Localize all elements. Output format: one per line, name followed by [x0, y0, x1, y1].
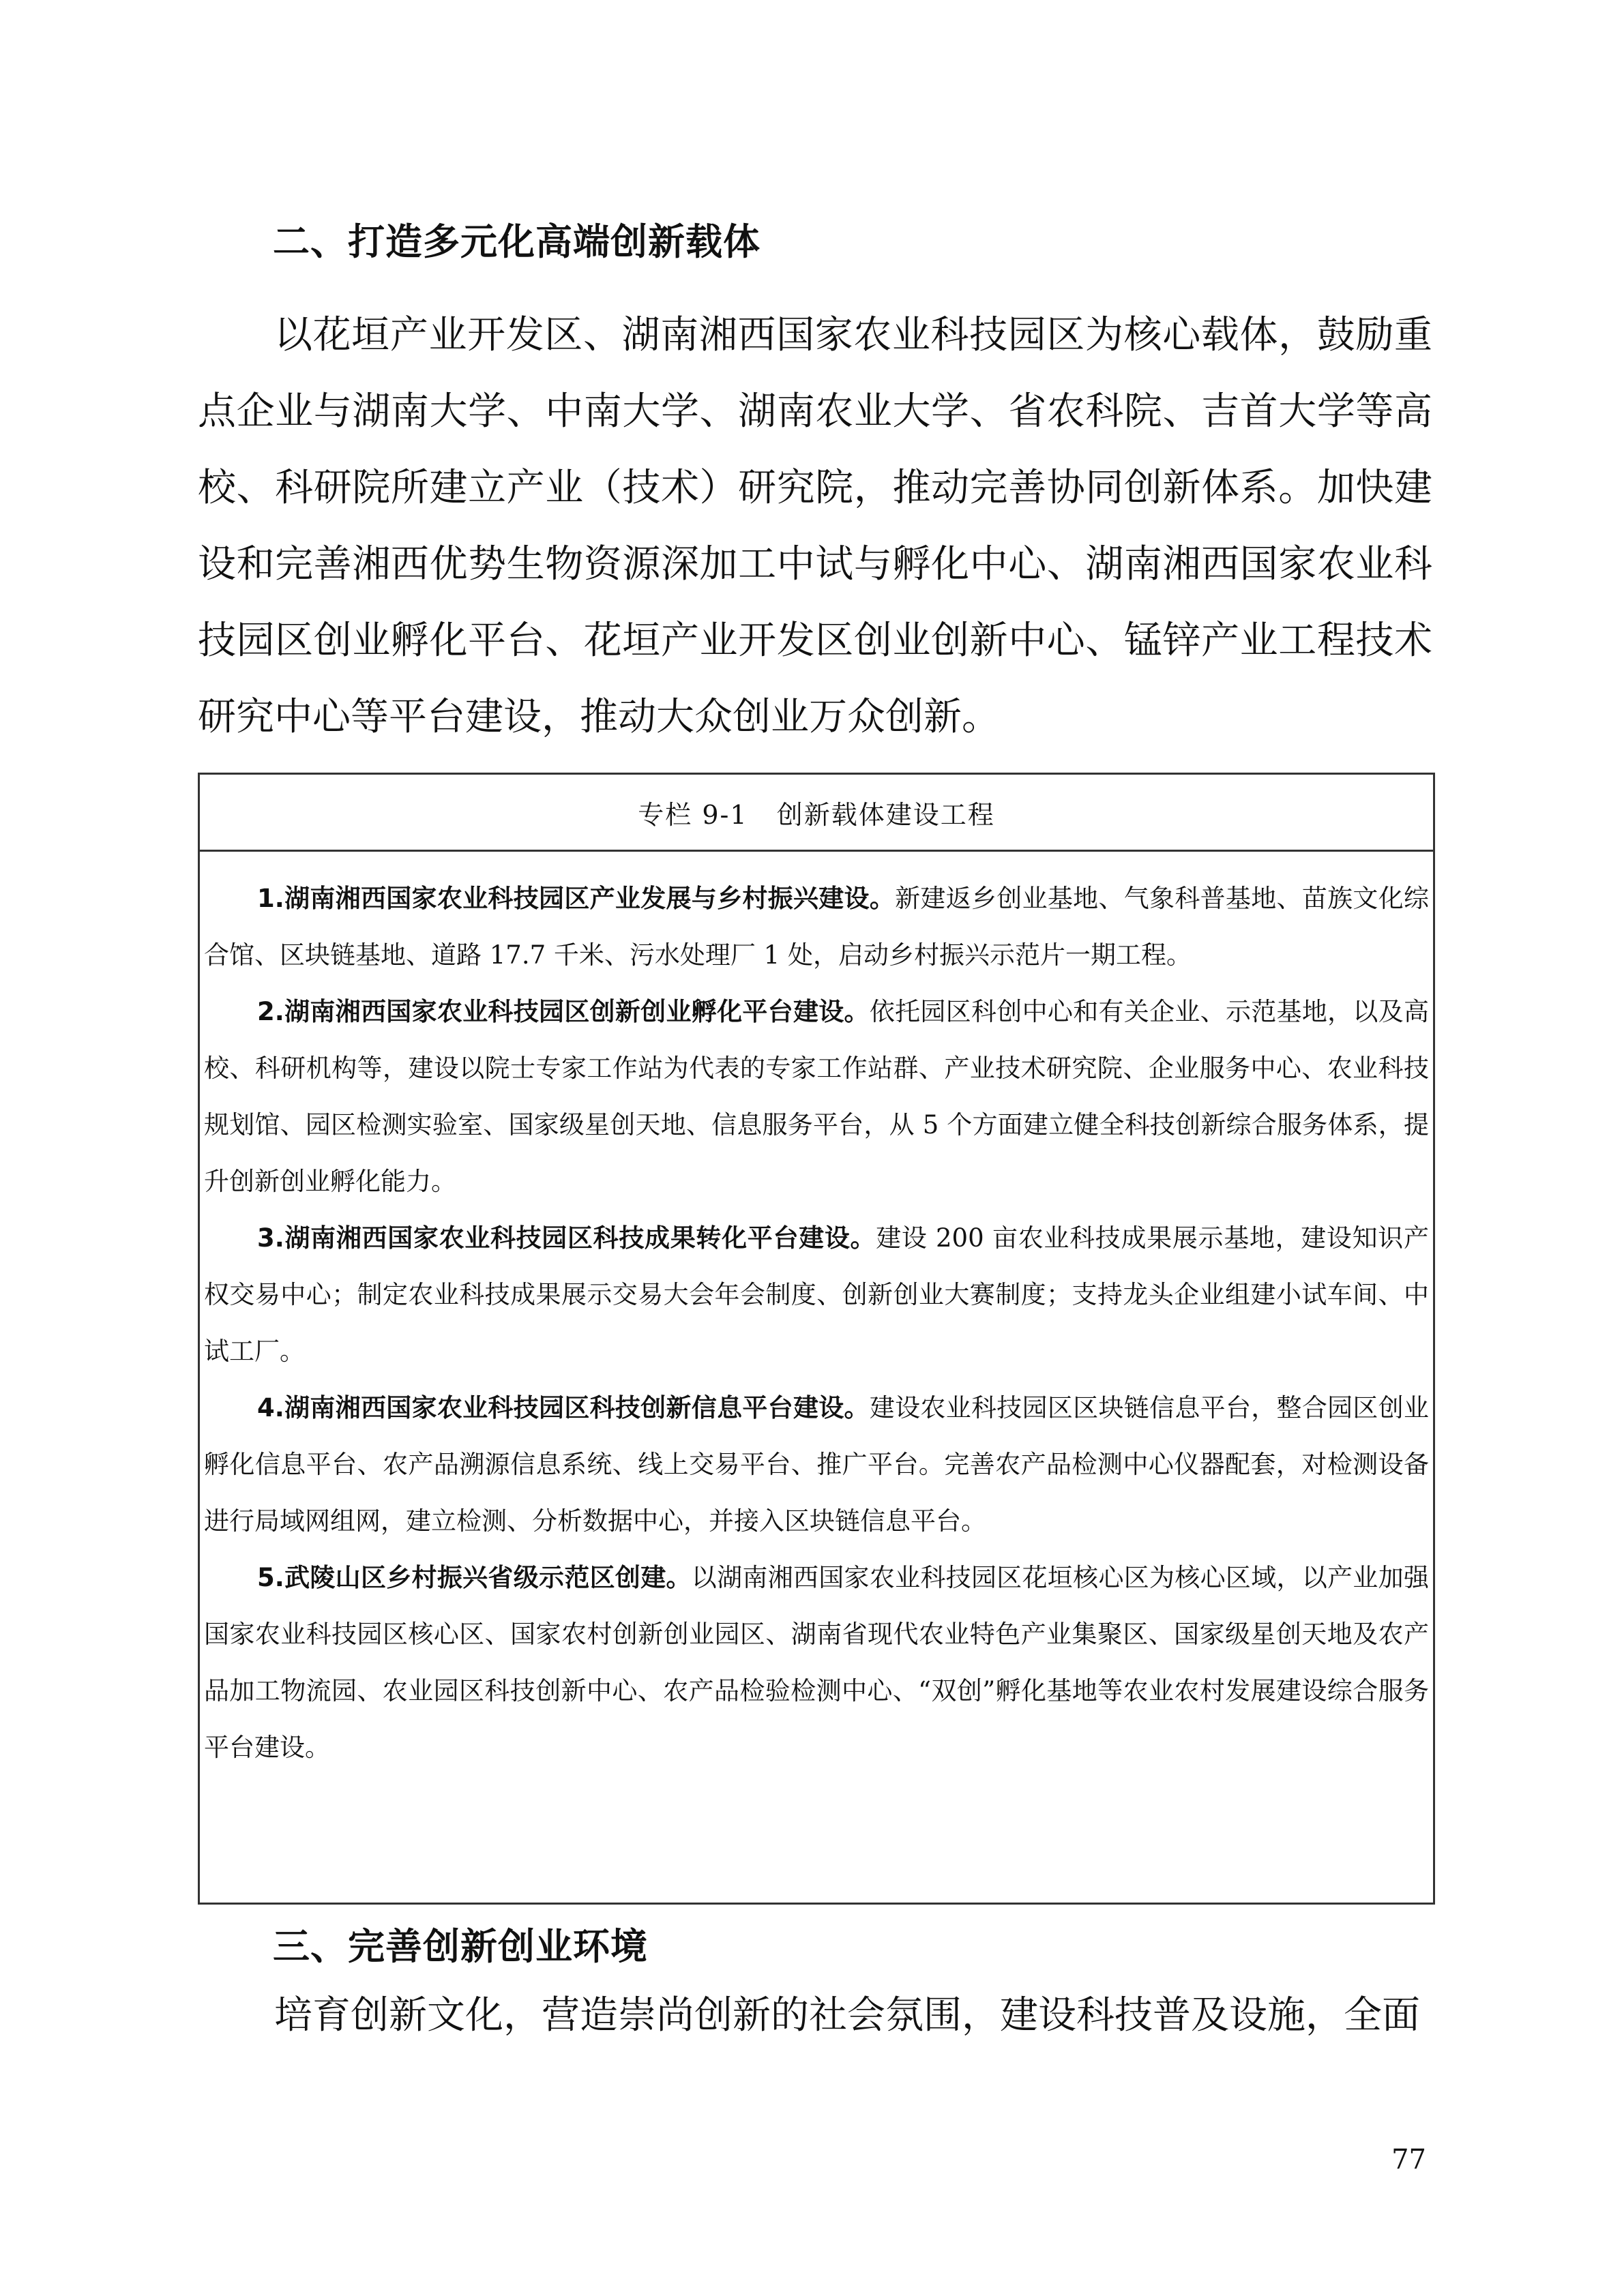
box-item — [204, 983, 1429, 1210]
feature-box-title: 专栏 9-1 创新载体建设工程 — [200, 775, 1433, 852]
box-item-text: 建设 200 亩农业科技成果展示基地，建设知识产权交易中心；制定农业科技成果展示交易大会年会制度、创新创业大赛制度；支持龙头企业组建小试车间、中试工厂。 — [204, 1223, 1429, 1366]
box-item-lead: 2.湖南湘西国家农业科技园区创新创业孵化平台建设。 — [257, 997, 870, 1026]
feature-box-body — [200, 852, 1433, 1776]
box-item-lead: 1.湖南湘西国家农业科技园区产业发展与乡村振兴建设。 — [257, 884, 896, 913]
feature-box — [198, 773, 1435, 1905]
box-item — [204, 1210, 1429, 1380]
box-item — [204, 1380, 1429, 1549]
box-item-lead: 3.湖南湘西国家农业科技园区科技成果转化平台建设。 — [257, 1223, 876, 1253]
box-item — [204, 1549, 1429, 1776]
box-item-text: 依托园区科创中心和有关企业、示范基地，以及高校、科研机构等，建设以院士专家工作站为代表的专家工作站群、产业技术研究院、企业服务中心、农业科技规划馆、园区检测实验室、国家级星创天地、信息服务平台，从 5 个方面建立健全科技创新综合服务体系，提升创新创业孵化能力。 — [204, 997, 1429, 1196]
section-paragraph-2: 以花垣产业开发区、湖南湘西国家农业科技园区为核心载体，鼓励重点企业与湖南大学、中南大学、湖南农业大学、省农科院、吉首大学等高校、科研院所建立产业（技术）研究院，推动完善协同创新体系。加快建设和完善湘西优势生物资源深加工中试与孵化中心、湖南湘西国家农业科技园区创业孵化平台、花垣产业开发区创业创新中心、锰锌产业工程技术研究中心等平台建设，推动大众创业万众创新。 — [198, 313, 1432, 739]
box-item-text: 建设农业科技园区区块链信息平台，整合园区创业孵化信息平台、农产品溯源信息系统、线上交易平台、推广平台。完善农产品检测中心仪器配套，对检测设备进行局域网组网，建立检测、分析数据中心，并接入区块链信息平台。 — [204, 1393, 1429, 1536]
box-item-text: 新建返乡创业基地、气象科普基地、苗族文化综合馆、区块链基地、道路 17.7 千米、污水处理厂 1 处，启动乡村振兴示范片一期工程。 — [204, 884, 1429, 970]
box-item-text: 以湖南湘西国家农业科技园区花垣核心区为核心区域，以产业加强国家农业科技园区核心区、国家农村创新创业园区、湖南省现代农业特色产业集聚区、国家级星创天地及农产品加工物流园、农业园区科技创新中心、农产品检验检测中心、“双创”孵化基地等农业农村发展建设综合服务平台建设。 — [204, 1563, 1429, 1762]
section-paragraph-3: 培育创新文化，营造崇尚创新的社会氛围，建设科技普及设施，全面 — [274, 1993, 1420, 2038]
section-heading-2: 二、打造多元化高端创新载体 — [273, 220, 761, 263]
page-number: 77 — [1391, 2144, 1426, 2175]
box-item-lead: 4.湖南湘西国家农业科技园区科技创新信息平台建设。 — [257, 1393, 870, 1422]
box-item-lead: 5.武陵山区乡村振兴省级示范区创建。 — [257, 1563, 692, 1592]
box-item — [204, 870, 1429, 983]
section-heading-3: 三、完善创新创业环境 — [273, 1925, 648, 1968]
